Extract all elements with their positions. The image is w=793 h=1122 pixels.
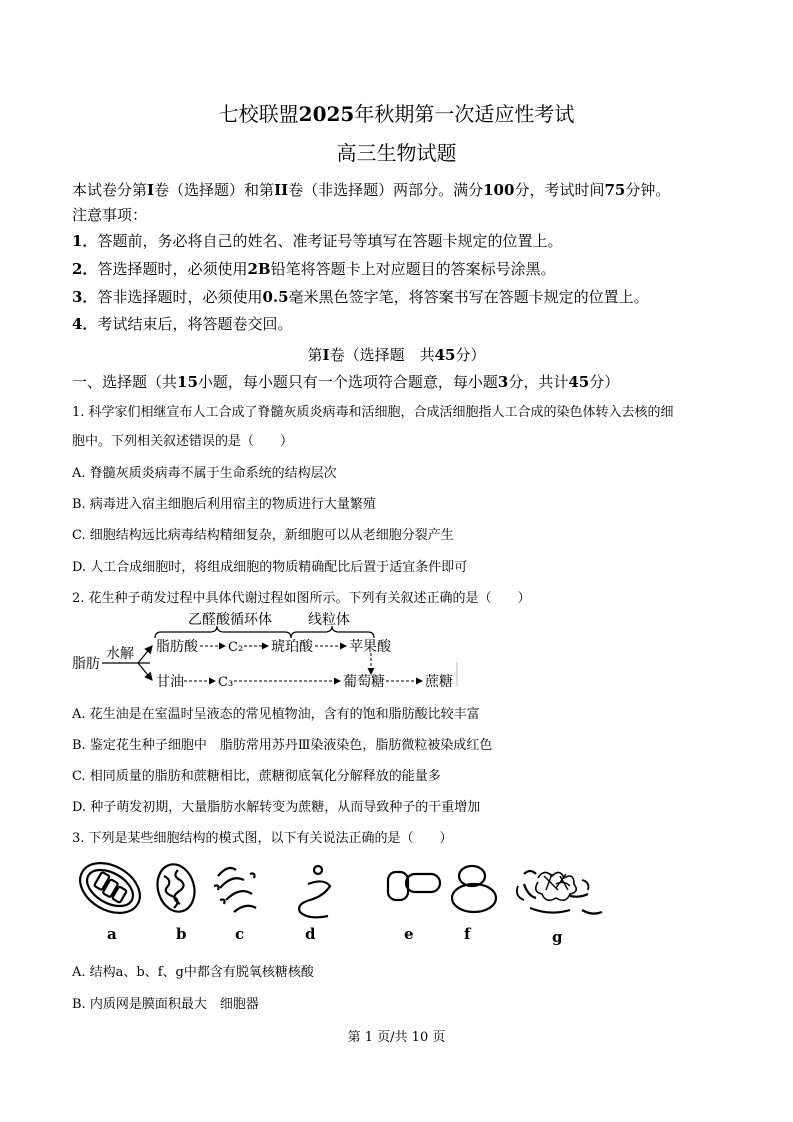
q3-option-b: B. 内质网是膜面积最大 细胞器 [72, 997, 259, 1012]
structure-label-b: b [176, 925, 187, 943]
structure-label-c: c [235, 925, 245, 943]
section-heading: 第I卷（选择题 共45分） [307, 346, 486, 364]
endoplasmic-reticulum-diagram [299, 866, 330, 917]
q1-stem-line1: 1. 科学家们相继宣布人工合成了脊髓灰质炎病毒和活细胞，合成活细胞指人工合成的染色体转入去核的细 [72, 405, 674, 420]
nucleus-diagram [517, 871, 602, 914]
centriole-diagram [388, 872, 440, 900]
hydrolysis-label: 水解 [106, 646, 134, 662]
glucose-label: 葡萄糖 [343, 674, 385, 690]
c2-label: C₂ [228, 640, 244, 655]
note-1: 1．答题前，务必将自己的姓名、准考证号等填写在答题卡规定的位置上。 [72, 232, 563, 250]
part-heading: 一、选择题（共15小题，每小题只有一个选项符合题意，每小题3分，共计45分） [72, 373, 620, 391]
q2-stem: 2. 花生种子萌发过程中具体代谢过程如图所示。下列有关叙述正确的是（ ） [72, 591, 531, 606]
intro-text: 本试卷分第I卷（选择题）和第II卷（非选择题）两部分。满分100分，考试时间75分钟。 [72, 181, 671, 199]
structure-label-e: e [404, 925, 414, 943]
exam-subtitle: 高三生物试题 [336, 141, 457, 165]
notes-heading: 注意事项： [72, 206, 148, 224]
q2-option-a: A. 花生油是在室温时呈液态的常见植物油，含有的饱和脂肪酸比较丰富 [72, 707, 480, 722]
q2-option-d: D. 种子萌发初期，大量脂肪水解转变为蔗糖，从而导致种子的干重增加 [72, 800, 481, 815]
note-4: 4．考试结束后，将答题卷交回。 [72, 315, 293, 333]
glycerol-label: 甘油 [156, 674, 184, 690]
ribosome-diagram [452, 866, 496, 912]
q1-option-d: D. 人工合成细胞时，将组成细胞的物质精确配比后置于适宜条件即可 [72, 560, 468, 575]
q1-option-c: C. 细胞结构远比病毒结构精细复杂，新细胞可以从老细胞分裂产生 [72, 528, 454, 543]
malate-label: 苹果酸 [349, 639, 391, 655]
structure-label-g: g [552, 928, 563, 946]
fatty-acid-label: 脂肪酸 [156, 639, 198, 655]
q3-stem: 3. 下列是某些细胞结构的模式图，以下有关说法正确的是（ ） [72, 831, 453, 846]
structure-label-d: d [305, 925, 316, 943]
succinate-label: 琥珀酸 [271, 639, 313, 655]
q3-option-a: A. 结构a、b、f、g中都含有脱氧核糖核酸 [72, 965, 314, 980]
exam-title: 七校联盟2025年秋期第一次适应性考试 [218, 102, 575, 126]
note-3: 3．答非选择题时，必须使用0.5毫米黑色签字笔，将答案书写在答题卡规定的位置上。 [72, 288, 649, 306]
c3-label: C₃ [218, 675, 234, 690]
q2-option-b: B. 鉴定花生种子细胞中 脂肪常用苏丹Ⅲ染液染色，脂肪微粒被染成红色 [72, 738, 493, 753]
mitochondrion-diagram [152, 860, 199, 916]
q1-option-b: B. 病毒进入宿主细胞后利用宿主的物质进行大量繁殖 [72, 497, 376, 512]
note-2: 2．答选择题时，必须使用2B铅笔将答题卡上对应题目的答案标号涂黑。 [72, 260, 556, 278]
glyoxysome-label: 乙醛酸循环体 [188, 612, 272, 628]
sucrose-label: 蔗糖 [425, 674, 453, 690]
organelle-figure [70, 856, 630, 946]
chloroplast-diagram [71, 856, 148, 923]
structure-label-f: f [464, 925, 471, 943]
structure-label-a: a [107, 925, 117, 943]
q2-option-c: C. 相同质量的脂肪和蔗糖相比，蔗糖彻底氧化分解释放的能量多 [72, 769, 441, 784]
page-footer: 第 1 页/共 10 页 [347, 1030, 446, 1045]
golgi-diagram [214, 868, 256, 912]
mitochondria-label: 线粒体 [308, 612, 350, 628]
q1-stem-line2: 胞中。下列相关叙述错误的是（ ） [72, 434, 294, 449]
fat-label: 脂肪 [72, 656, 100, 672]
q1-option-a: A. 脊髓灰质炎病毒不属于生命系统的结构层次 [72, 466, 337, 481]
metabolism-diagram [60, 606, 480, 696]
